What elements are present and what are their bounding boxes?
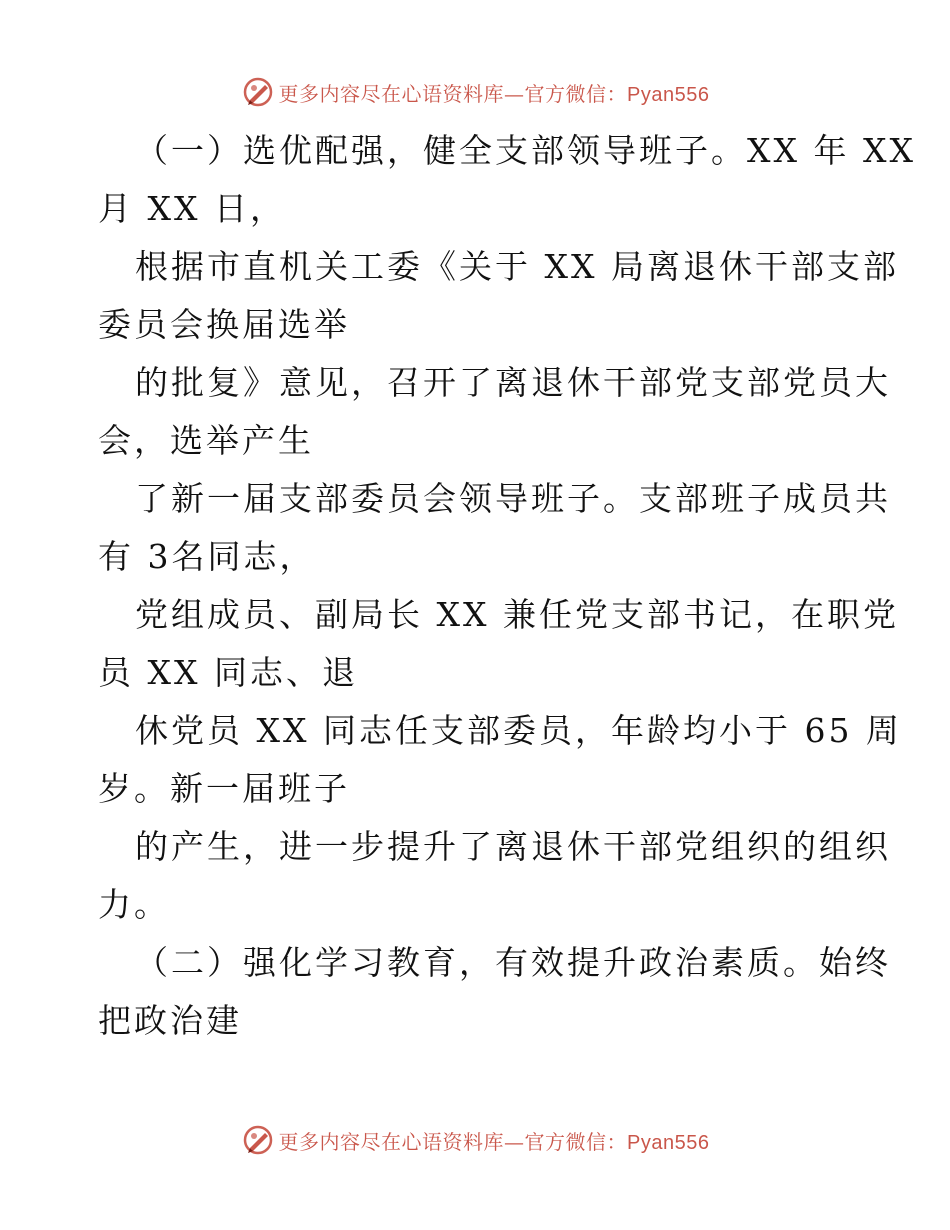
paragraph-line: 党组成员、副局长 XX 兼任党支部书记，在职党 — [135, 595, 899, 634]
paragraph-line: 会，选举产生 — [98, 421, 314, 460]
paragraph-line: 岁。新一届班子 — [98, 769, 350, 808]
paragraph-line: 把政治建 — [98, 1001, 242, 1040]
pen-logo-icon — [241, 1123, 275, 1157]
paragraph-line: 休党员 XX 同志任支部委员，年龄均小于 65 周 — [135, 711, 902, 750]
paragraph-line: （一）选优配强，健全支部领导班子。XX 年 XX — [135, 131, 916, 170]
paragraph-line: 委员会换届选举 — [98, 305, 350, 344]
header-watermark — [0, 70, 950, 114]
document-body — [98, 122, 916, 1050]
paragraph-line: 根据市直机关工委《关于 XX 局离退休干部支部 — [135, 247, 899, 286]
pen-logo-icon — [241, 75, 275, 109]
paragraph-line: 员 XX 同志、退 — [98, 653, 358, 692]
paragraph-line: 力。 — [98, 885, 170, 924]
paragraph-line: 了新一届支部委员会领导班子。支部班子成员共 — [135, 479, 891, 518]
footer-watermark — [0, 1118, 950, 1162]
paragraph-line: （二）强化学习教育，有效提升政治素质。始终 — [135, 943, 891, 982]
paragraph-line: 的批复》意见，召开了离退休干部党支部党员大 — [135, 363, 891, 402]
paragraph-line: 有 3名同志， — [98, 537, 316, 576]
watermark-text: 更多内容尽在心语资料库—官方微信：Pyan556 — [278, 81, 710, 106]
paragraph-line: 月 XX 日， — [98, 189, 286, 228]
paragraph-line: 的产生，进一步提升了离退休干部党组织的组织 — [135, 827, 891, 866]
watermark-text: 更多内容尽在心语资料库—官方微信：Pyan556 — [278, 1129, 710, 1154]
